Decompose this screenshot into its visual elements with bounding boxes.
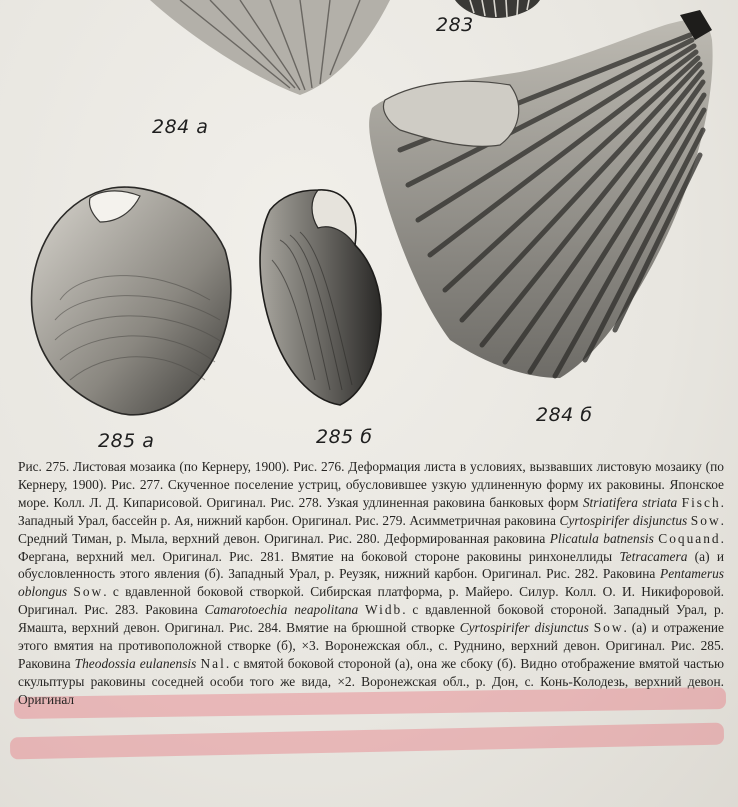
species-name: Cyrtospirifer disjunctus — [559, 512, 688, 528]
fig-282-fragment — [150, 0, 390, 95]
species-name: Striatifera striata — [582, 494, 678, 510]
species-name: Camarotoechia neapolitana — [204, 602, 359, 618]
author-name: Sow — [593, 620, 624, 636]
figure-label-285b: 285 б — [316, 426, 373, 448]
species-name: Tetracamera — [619, 548, 688, 564]
figure-label-284b: 284 б — [536, 404, 593, 426]
author-name: Sow — [73, 584, 104, 600]
author-name: Sow — [690, 512, 721, 528]
author-name: Widb — [365, 602, 403, 618]
species-name: Plicatula batnensis — [549, 530, 654, 546]
figure-label-284a: 284 а — [152, 116, 209, 138]
author-name: Coquand — [658, 530, 721, 546]
author-name: Fisch — [681, 494, 721, 510]
figure-label-285a: 285 а — [98, 430, 155, 452]
species-name: Theodossia eulanensis — [74, 655, 197, 671]
fig-285a-shell — [32, 187, 231, 415]
highlight-stroke-2 — [10, 723, 724, 760]
species-name: Cyrtospirifer disjunctus — [459, 620, 589, 636]
caption-paragraph: Рис. 275. Листовая мозаика (по Кернеру, 1900). Рис. 276. Деформация листа в условиях, вызвавших листовую мозаику (по Кернеру, 1900). Рис. 277. Скученное поселение устриц, обусловившее узкую удлиненную форму их раковины. Японское море. Колл. Л. Д. Кипарисовой. Оригинал. Рис. 278. Узкая удлиненная раковина банковых форм Striatifera striata Fisch. Западный Урал, бассейн р. Ая, нижний карбон. Оригинал. Рис. 279. Асимметричная раковина Cyrtospirifer disjunctus Sow. Средний Тиман, р. Мыла, верхний девон. Оригинал. Рис. 280. Деформированная раковина Plicatula batnensis Coquand. Фергана, верхний мел. Оригинал. Рис. 281. Вмятие на боковой стороне раковины ринхонеллиды Tetracamera (а) и обусловленность этого явления (б). Западный Урал, р. Реузяк, нижний карбон. Оригинал. Рис. 282. Раковина Pentamerus oblongus Sow. с вдавленной боковой створкой. Сибирская платформа, р. Майеро. Силур. Колл. О. И. Никифоровой. Оригинал. Рис. 283. Раковина Camarotoechia neapolitana Widb. с вдавленной боковой стороной. Западный Урал, р. Ямашта, верхний девон. Оригинал. Рис. 284. Вмятие на брюшной створке Cyrtospirifer disjunctus Sow. (а) и отражение этого вмятия на противоположной створке (б), ×3. Воронежская обл., с. Руднино, верхний девон. Оригинал. Рис. 285. Раковина Theodossia eulanensis Nal. с вмятой боковой стороной (а), она же сбоку (б). Видно отображение вмятой частью скульптуры раковины соседней особи того же вида, ×2. Воронежская обл., р. Дон, с. Конь-Колодезь, верхний девон. Оригинал — [18, 459, 725, 707]
species-name: Pentamerus oblongus — [18, 566, 724, 600]
author-name: Nal — [200, 655, 226, 671]
figure-label-283: 283 — [436, 14, 474, 36]
fig-285b-shell — [260, 190, 381, 405]
figure-caption — [18, 458, 724, 709]
fig-284b-shell — [369, 10, 712, 378]
